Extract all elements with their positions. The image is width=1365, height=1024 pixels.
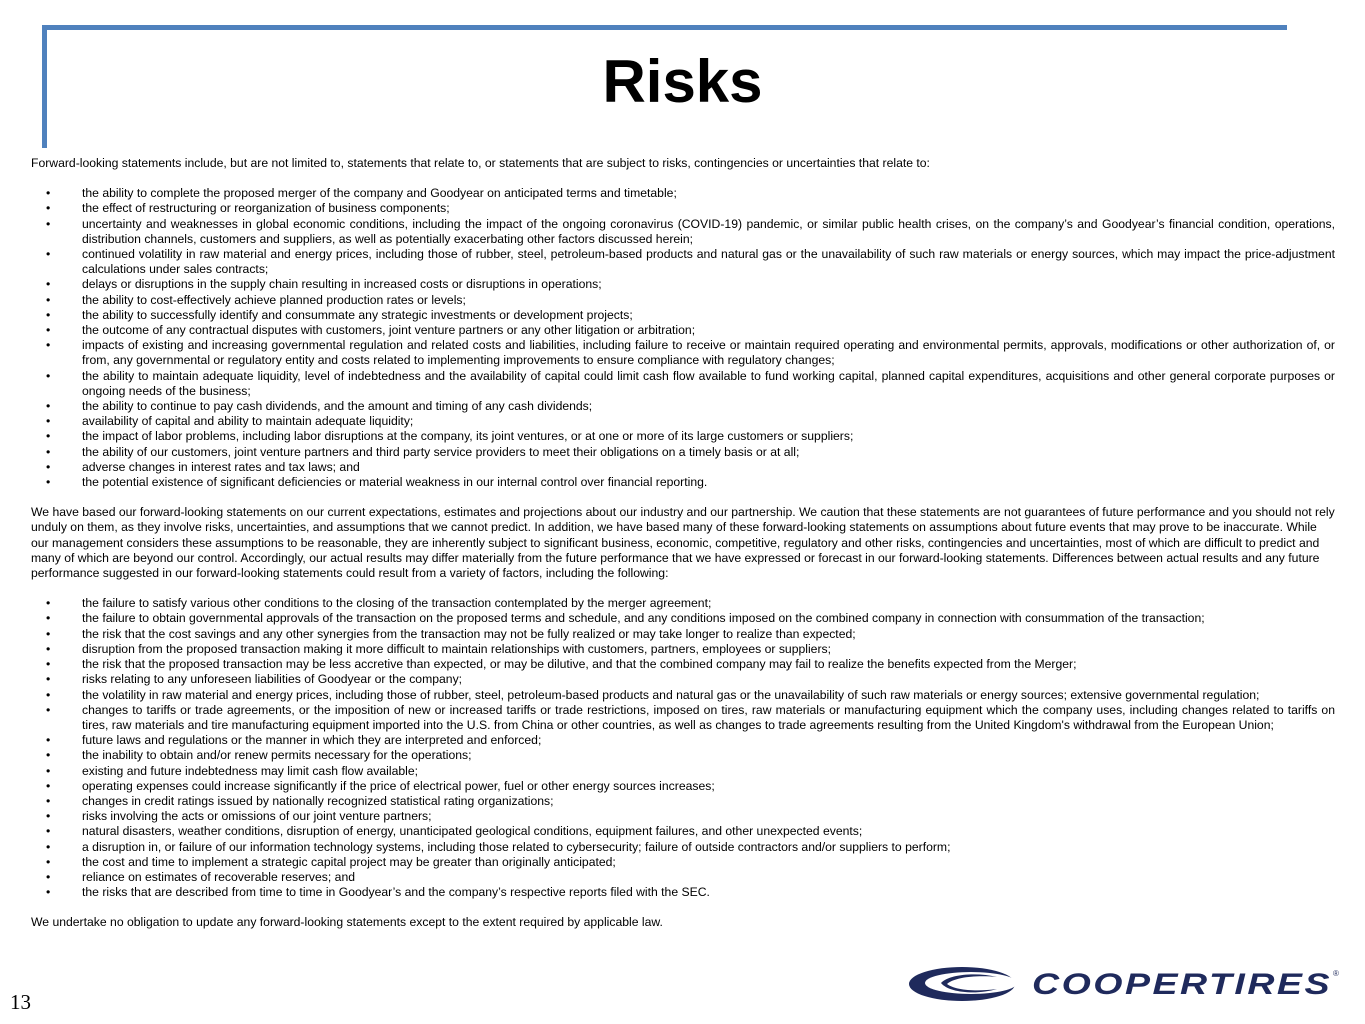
bullet-text: the ability to complete the proposed merger of the company and Goodyear on anticipated terms and timetable; [82, 186, 677, 201]
page-number: 13 [10, 990, 31, 1014]
risk-bullet-item [31, 870, 1335, 885]
bullet-marker: • [46, 885, 51, 900]
risk-bullet-item [31, 657, 1335, 672]
risk-bullet-item [31, 840, 1335, 855]
svg-text:COOPERTIRES: COOPERTIRES [1032, 968, 1332, 1001]
bullet-text: continued volatility in raw material and energy prices, including those of rubber, steel, petroleum-based products and natural gas or the unavailability of such raw materials or energy sources, which may impact the price-adjustment calculations under sales contracts; [82, 247, 1335, 277]
risk-bullet-item [31, 642, 1335, 657]
bullet-marker: • [46, 672, 51, 687]
bullet-marker: • [46, 748, 51, 763]
intro-text: Forward-looking statements include, but are not limited to, statements that relate to, or statements that are subject to risks, contingencies or uncertainties that relate to: [31, 156, 930, 170]
bullet-marker: • [46, 368, 51, 383]
risk-bullet-item [31, 733, 1335, 748]
bullet-marker: • [46, 641, 51, 656]
risk-bullet-item [31, 596, 1335, 611]
risk-bullet-item [31, 475, 1335, 490]
bullet-marker: • [46, 216, 51, 231]
bullet-text: changes to tariffs or trade agreements, or the imposition of new or increased tariffs or trade restrictions, imposed on tires, raw materials or manufacturing equipment which the company uses, including changes related to tariffs on tires, raw materials and tire manufacturing equipment imported into the U.S. from China or other countries, as well as changes to trade agreements resulting from the United Kingdom's withdrawal from the European Union; [82, 702, 1335, 732]
bullet-marker: • [46, 429, 51, 444]
bullet-text: the risk that the proposed transaction may be less accretive than expected, or may be dilutive, and that the combined company may fail to realize the benefits expected from the Merger; [82, 657, 1077, 672]
svg-text:®: ® [1333, 969, 1339, 978]
bullet-marker: • [46, 247, 51, 262]
bullet-text: changes in credit ratings issued by nationally recognized statistical rating organizations; [82, 793, 554, 808]
bullet-marker: • [46, 626, 51, 641]
bullet-text: the ability to cost-effectively achieve planned production rates or levels; [82, 292, 466, 307]
bullet-text: the risk that the cost savings and any other synergies from the transaction may not be fully realized or may take longer to realize than expected; [82, 626, 856, 641]
bullet-marker: • [46, 687, 51, 702]
risk-bullet-item [31, 308, 1335, 323]
bullet-marker: • [46, 201, 51, 216]
tire-swoosh-icon [909, 967, 1017, 1001]
risk-bullet-item [31, 201, 1335, 216]
bullet-text: the inability to obtain and/or renew permits necessary for the operations; [82, 748, 472, 763]
bullet-text: the ability to successfully identify and consummate any strategic investments or development projects; [82, 307, 633, 322]
title-frame-top-bar [42, 25, 1287, 30]
risk-bullet-item [31, 824, 1335, 839]
bullet-text: risks relating to any unforeseen liabilities of Goodyear or the company; [82, 672, 463, 687]
risk-bullet-item [31, 338, 1335, 368]
bullet-text: the impact of labor problems, including labor disruptions at the company, its joint ventures, or at one or more of its large customers or suppliers; [82, 429, 854, 444]
risk-bullet-item [31, 369, 1335, 399]
bullet-text: future laws and regulations or the manner in which they are interpreted and enforced; [82, 733, 542, 748]
risk-bullet-item [31, 611, 1335, 626]
risk-bullet-item [31, 855, 1335, 870]
bullet-marker: • [46, 459, 51, 474]
bullet-text: the effect of restructuring or reorganization of business components; [82, 201, 450, 216]
bullet-text: impacts of existing and increasing governmental regulation and related costs and liabilities, including failure to receive or maintain required operating and environmental permits, approvals, modifications or other authorization of, or from, any governmental or regulatory entity and costs related to implementing improvements to ensure compliance with regulatory changes; [82, 338, 1335, 368]
risk-bullet-item [31, 217, 1335, 247]
risk-bullet-item [31, 794, 1335, 809]
bullet-marker: • [46, 186, 51, 201]
bullet-text: risks involving the acts or omissions of our joint venture partners; [82, 809, 432, 824]
page-title: Risks [602, 48, 763, 115]
risk-bullet-item [31, 627, 1335, 642]
risk-bullet-item [31, 779, 1335, 794]
bullet-text: adverse changes in interest rates and tax laws; and [82, 459, 360, 474]
risk-bullet-item [31, 414, 1335, 429]
risk-bullet-item [31, 672, 1335, 687]
bullet-marker: • [46, 307, 51, 322]
bullet-marker: • [46, 475, 51, 490]
bullet-text: the ability of our customers, joint venture partners and third party service providers to meet their obligations on a timely basis or at all; [82, 444, 800, 459]
risk-bullet-item [31, 429, 1335, 444]
bullet-marker: • [46, 338, 51, 353]
bullet-marker: • [46, 702, 51, 717]
risk-bullet-item [31, 323, 1335, 338]
bullet-marker: • [46, 277, 51, 292]
risk-bullet-item [31, 460, 1335, 475]
risk-bullet-item [31, 277, 1335, 292]
bullet-marker: • [46, 292, 51, 307]
bullet-text: the failure to obtain governmental approvals of the transaction on the proposed terms and schedule, and any conditions imposed on the combined company in connection with consummation of the transaction; [82, 611, 1205, 626]
risk-content [31, 156, 1335, 931]
risk-bullet-item [31, 399, 1335, 414]
bullet-marker: • [46, 793, 51, 808]
bullet-text: reliance on estimates of recoverable reserves; and [82, 869, 356, 884]
risk-bullet-item [31, 703, 1335, 733]
bullet-marker: • [46, 399, 51, 414]
bullet-marker: • [46, 763, 51, 778]
risk-bullet-item [31, 186, 1335, 201]
closing-text: We undertake no obligation to update any forward-looking statements except to the extent required by applicable law. [31, 915, 663, 930]
bullet-text: a disruption in, or failure of our information technology systems, including those related to cybersecurity; failure of outside contractors and/or suppliers to perform; [82, 839, 951, 854]
bullet-text: natural disasters, weather conditions, disruption of energy, unanticipated geological conditions, equipment failures, and other unexpected events; [82, 824, 863, 839]
bullet-text: existing and future indebtedness may limit cash flow available; [82, 763, 419, 778]
bullet-text: the cost and time to implement a strategic capital project may be greater than originally anticipated; [82, 854, 616, 869]
assumptions-paragraph: We have based our forward-looking statements on our current expectations, estimates and projections about our industry and our partnership. We caution that these statements are not guarantees of future performance and you should not rely unduly on them, as they involve risks, uncertainties, and assumptions that we cannot predict. In addition, we have based many of these forward-looking statements on assumptions about future events that may prove to be inaccurate. While our management considers these assumptions to be reasonable, they are inherently subject to significant business, economic, competitive, regulatory and other risks, contingencies and uncertainties, most of which are difficult to predict and many of which are beyond our control. Accordingly, our actual results may differ materially from the future performance that we have expressed or forecast in our forward-looking statements. Differences between actual results and any future performance suggested in our forward-looking statements could result from a variety of factors, including the following: [31, 505, 1335, 581]
bullet-text: the volatility in raw material and energy prices, including those of rubber, steel, petroleum-based products and natural gas or the unavailability of such raw materials or energy sources; extensive governmental regulation; [82, 687, 1260, 702]
bullet-marker: • [46, 657, 51, 672]
bullet-text: the ability to continue to pay cash dividends, and the amount and timing of any cash dividends; [82, 399, 593, 414]
risk-bullet-item [31, 688, 1335, 703]
bullet-marker: • [46, 809, 51, 824]
bullet-marker: • [46, 414, 51, 429]
risk-list-2 [31, 596, 1335, 900]
bullet-marker: • [46, 596, 51, 611]
bullet-text: disruption from the proposed transaction making it more difficult to maintain relationships with customers, partners, employees or suppliers; [82, 641, 831, 656]
cooper-tires-logo [905, 960, 1345, 1006]
bullet-text: the potential existence of significant deficiencies or material weakness in our internal control over financial reporting. [82, 475, 708, 490]
bullet-text: the failure to satisfy various other conditions to the closing of the transaction contemplated by the merger agreement; [82, 596, 712, 611]
bullet-marker: • [46, 611, 51, 626]
risk-list-1 [31, 186, 1335, 490]
bullet-text: delays or disruptions in the supply chain resulting in increased costs or disruptions in operations; [82, 277, 602, 292]
bullet-marker: • [46, 444, 51, 459]
risk-bullet-item [31, 445, 1335, 460]
bullet-marker: • [46, 733, 51, 748]
bullet-text: the ability to maintain adequate liquidity, level of indebtedness and the availability of capital could limit cash flow available to fund working capital, planned capital expenditures, acquisitions and other general corporate purposes or ongoing needs of the business; [82, 368, 1335, 398]
risk-bullet-item [31, 247, 1335, 277]
risk-bullet-item [31, 809, 1335, 824]
bullet-marker: • [46, 323, 51, 338]
bullet-marker: • [46, 824, 51, 839]
risk-bullet-item [31, 764, 1335, 779]
bullet-marker: • [46, 839, 51, 854]
risk-bullet-item [31, 748, 1335, 763]
bullet-text: the risks that are described from time to time in Goodyear’s and the company’s respective reports filed with the SEC. [82, 885, 710, 900]
bullet-text: the outcome of any contractual disputes with customers, joint venture partners or any other litigation or arbitration; [82, 323, 696, 338]
risk-bullet-item [31, 885, 1335, 900]
bullet-text: operating expenses could increase significantly if the price of electrical power, fuel or other energy sources increases; [82, 778, 715, 793]
bullet-marker: • [46, 869, 51, 884]
bullet-text: uncertainty and weaknesses in global economic conditions, including the impact of the ongoing coronavirus (COVID-19) pandemic, or similar public health crises, on the company’s and Goodyear’s financial condition, operations, distribution channels, customers and suppliers, as well as potentially exacerbating other factors discussed herein; [82, 216, 1335, 246]
bullet-marker: • [46, 778, 51, 793]
risk-bullet-item [31, 293, 1335, 308]
bullet-text: availability of capital and ability to maintain adequate liquidity; [82, 414, 414, 429]
bullet-marker: • [46, 854, 51, 869]
